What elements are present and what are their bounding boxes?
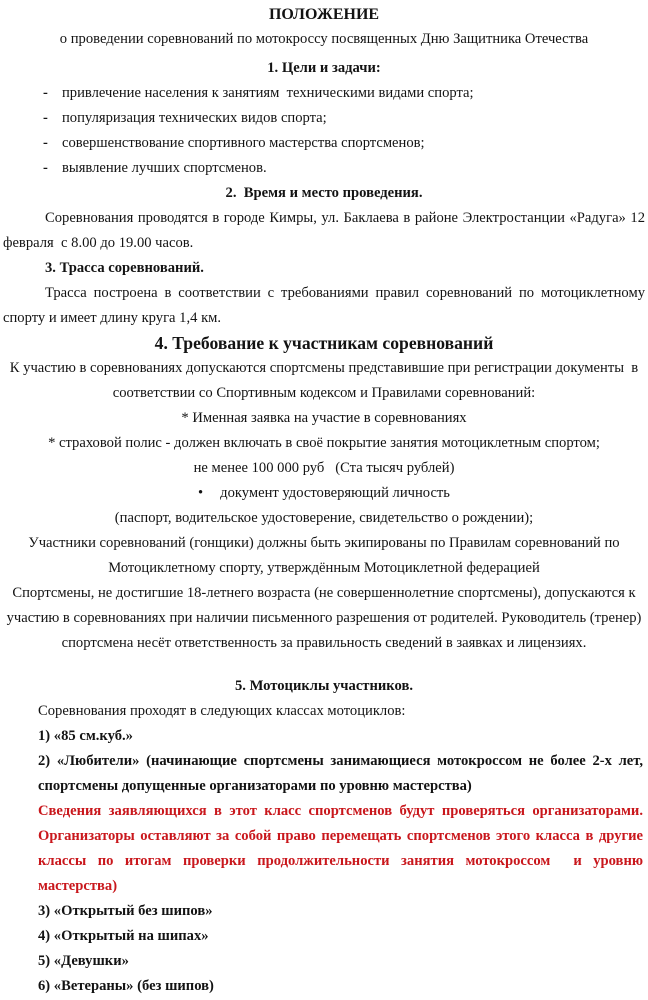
section4-bullet-text: документ удостоверяющий личность <box>220 485 450 501</box>
doc-title: ПОЛОЖЕНИЕ <box>268 6 380 23</box>
section4-heading: 4. Требование к участникам соревнований <box>154 333 494 353</box>
section4-line: Мотоциклетному спорту, утверждённым Мотоциклетной федерацией <box>108 560 540 576</box>
goal-item <box>3 156 645 181</box>
dash-marker: - <box>43 135 48 151</box>
section2-paragraph-line: Соревнования проводятся в городе Кимры, ул. Баклаева в районе Электростанции «Радуга» 12 <box>45 210 645 226</box>
section4-line: участию в соревнованиях при наличии письменного разрешения от родителей. Руководитель (тренер) <box>6 610 642 626</box>
bullet-marker: • <box>198 485 204 501</box>
goal-item <box>3 106 645 131</box>
section4-line: Участники соревнований (гонщики) должны быть экипированы по Правилам соревнований по <box>28 535 620 551</box>
section4-bullet-line <box>3 481 645 506</box>
organizer-note-line: мастерства) <box>38 878 118 894</box>
dash-marker: - <box>43 110 48 126</box>
dash-marker: - <box>43 160 48 176</box>
section3-paragraph-line: Трасса построена в соответствии с требованиями правил соревнований по мотоциклетному <box>45 285 645 301</box>
section3-heading: 3. Трасса соревнований. <box>45 260 204 276</box>
organizer-note-line: Сведения заявляющихся в этот класс спортсменов будут проверяться организаторами. <box>38 803 643 819</box>
goal-item-text: популяризация технических видов спорта; <box>62 110 327 126</box>
goal-item-text: совершенствование спортивного мастерства спортсменов; <box>62 135 425 151</box>
section5-heading: 5. Мотоциклы участников. <box>235 678 413 694</box>
section4-line: * Именная заявка на участие в соревнованиях <box>181 410 467 426</box>
moto-class-item: 4) «Открытый на шипах» <box>38 928 209 944</box>
section4-line: спортсмена несёт ответственность за правильность сведений в заявках и лицензиях. <box>61 635 587 651</box>
moto-class-item-continuation: спортсмены допущенные организаторами по уровню мастерства) <box>38 778 472 794</box>
moto-class-item: 3) «Открытый без шипов» <box>38 903 213 919</box>
dash-marker: - <box>43 85 48 101</box>
goal-item <box>3 81 645 106</box>
section2-paragraph-line: февраля с 8.00 до 19.00 часов. <box>3 235 194 251</box>
section4-line: * страховой полис - должен включать в своё покрытие занятия мотоциклетным спортом; <box>48 435 600 451</box>
section2-heading: 2. Время и место проведения. <box>225 185 423 201</box>
section4-line: Спортсмены, не достигшие 18-летнего возраста (не совершеннолетние спортсмены), допускаются к <box>12 585 636 601</box>
moto-class-item: 1) «85 см.куб.» <box>38 728 133 744</box>
section5-intro: Соревнования проходят в следующих классах мотоциклов: <box>38 703 406 719</box>
moto-class-item: 2) «Любители» (начинающие спортсмены занимающиеся мотокроссом не более 2-х лет, <box>38 753 643 769</box>
section4-line: К участию в соревнованиях допускаются спортсмены представившие при регистрации документы в <box>9 360 639 376</box>
doc-subtitle: о проведении соревнований по мотокроссу посвященных Дню Защитника Отечества <box>59 31 589 47</box>
section3-paragraph-line: спорту и имеет длину круга 1,4 км. <box>3 310 222 326</box>
goal-item-text: привлечение населения к занятиям техническими видами спорта; <box>62 85 474 101</box>
section4-line: (паспорт, водительское удостоверение, свидетельство о рождении); <box>114 510 534 526</box>
section5-body <box>3 699 645 999</box>
organizer-note-line: классы по итогам проверки продолжительности занятия мотокроссом и уровню <box>38 853 643 869</box>
organizer-note-line: Организаторы оставляют за собой право перемещать спортсменов этого класса в другие <box>38 828 643 844</box>
moto-class-item: 6) «Ветераны» (без шипов) <box>38 978 214 994</box>
section4-line: не менее 100 000 руб (Ста тысяч рублей) <box>193 460 455 476</box>
section1-heading: 1. Цели и задачи: <box>267 60 381 76</box>
section4-line: соответствии со Спортивным кодексом и Правилами соревнований: <box>112 385 536 401</box>
goal-item <box>3 131 645 156</box>
moto-class-item: 5) «Девушки» <box>38 953 129 969</box>
goal-item-text: выявление лучших спортсменов. <box>62 160 267 176</box>
